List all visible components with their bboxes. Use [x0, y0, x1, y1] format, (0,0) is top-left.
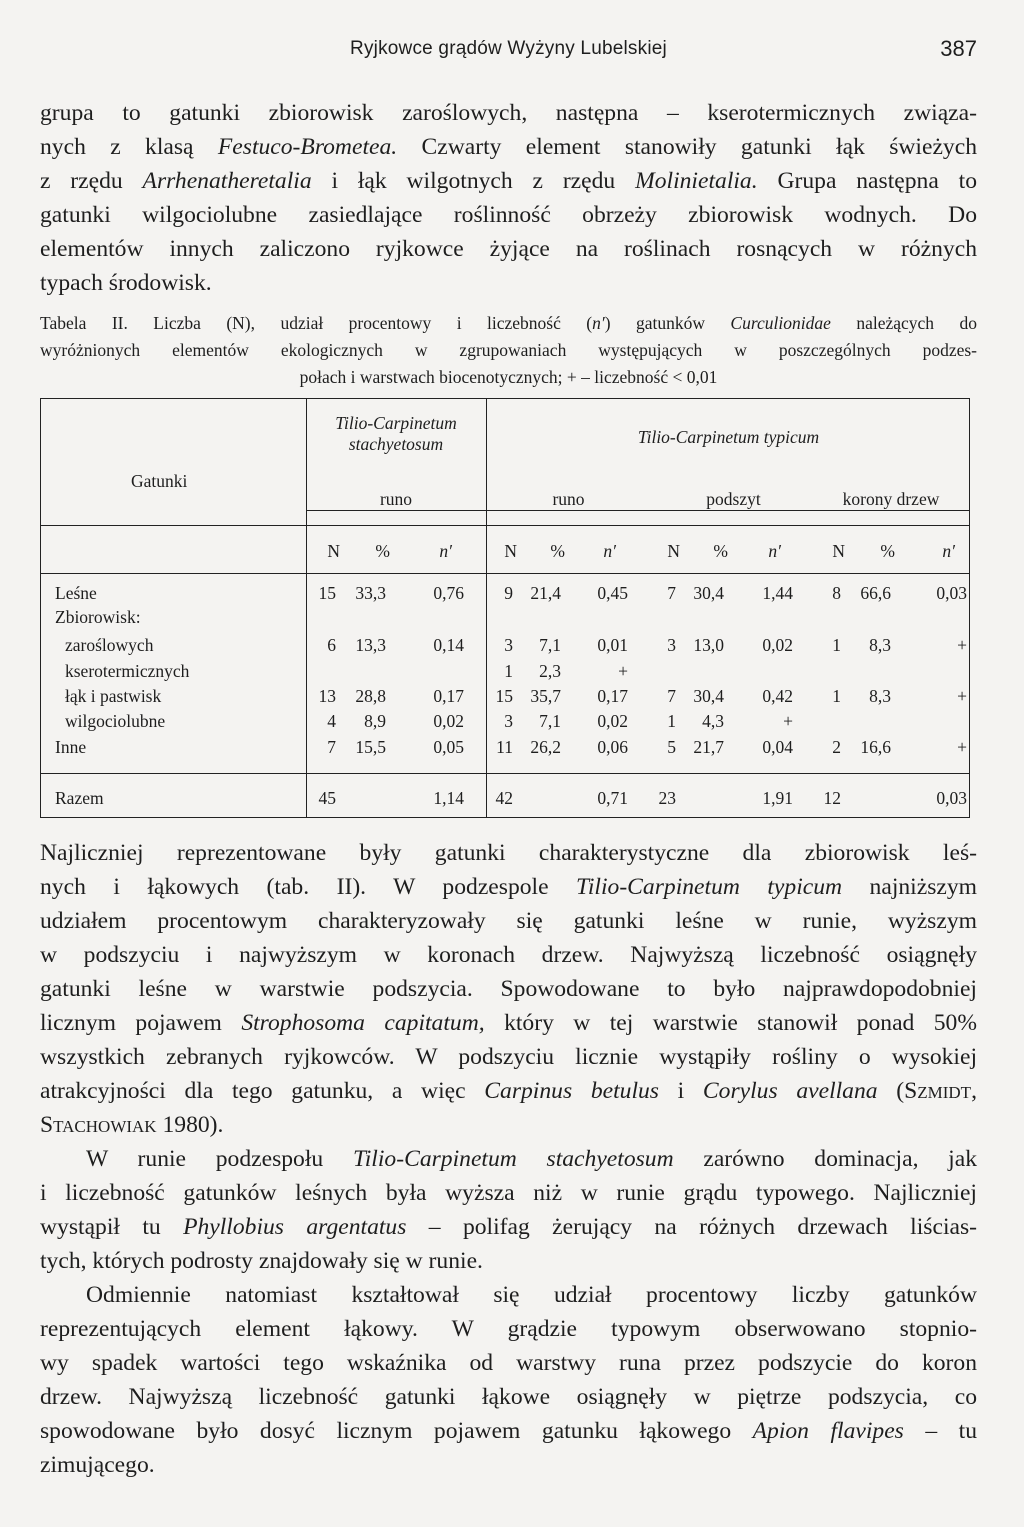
table-cell: +	[957, 686, 967, 706]
text-line: zimującego.	[40, 1452, 155, 1478]
row-label: Zbiorowisk:	[55, 607, 141, 627]
table-cell: 11	[496, 737, 513, 757]
table-cell: +	[957, 635, 967, 655]
total-cell: 45	[318, 788, 336, 808]
text-line: spowodowane było dosyć licznym pojawem gatunku łąkowego Apion flavipes – tu	[40, 1418, 977, 1444]
table-cell: +	[957, 737, 967, 757]
text-line: nych i łąkowych (tab. II). W podzespole Tilio-Carpinetum typicum najniższym	[40, 874, 977, 900]
table-cell: 1,44	[762, 583, 793, 603]
col-header-species: Gatunki	[131, 471, 188, 491]
sub-column-header: n′	[603, 541, 616, 561]
table-cell: 30,4	[693, 583, 724, 603]
text-line: nych z klasą Festuco-Brometea. Czwarty element stanowiły gatunki łąk świeżych	[40, 134, 978, 160]
paragraph-1	[40, 96, 977, 300]
table-cell: 1	[832, 635, 841, 655]
table-cell: 3	[504, 635, 513, 655]
paragraph-3	[40, 1142, 977, 1278]
table-cell: 3	[667, 635, 676, 655]
sub-column-header: N	[504, 541, 517, 561]
running-title: Ryjkowce grądów Wyżyny Lubelskiej	[350, 38, 667, 59]
table-cell: 2,3	[539, 661, 561, 681]
table-cell: 1	[504, 661, 513, 681]
table-cell: 0,14	[433, 635, 464, 655]
total-cell: 0,71	[597, 788, 628, 808]
total-cell: 0,03	[936, 788, 967, 808]
page-number: 387	[940, 36, 977, 61]
caption-line: połach i warstwach biocenotycznych; + – liczebność < 0,01	[299, 367, 718, 387]
table-cell: 4	[327, 711, 336, 731]
text-line: W runie podzespołu Tilio-Carpinetum stachyetosum zarówno dominacja, jak	[86, 1146, 978, 1172]
table-cell: 21,4	[530, 583, 561, 603]
table-cell: 8,3	[869, 686, 891, 706]
paragraph-4	[40, 1278, 977, 1482]
table-rule	[41, 573, 969, 574]
table-cell: 0,01	[597, 635, 628, 655]
table-cell: 7,1	[539, 635, 561, 655]
table-cell: 7,1	[539, 711, 561, 731]
table-cell: 0,17	[597, 686, 628, 706]
row-label: łąk i pastwisk	[65, 686, 162, 706]
sub-column-header: n′	[439, 541, 452, 561]
table-cell: 9	[504, 583, 513, 603]
table-caption	[40, 310, 977, 391]
table-cell: 30,4	[693, 686, 724, 706]
table-cell: 15,5	[355, 737, 386, 757]
table-cell: 16,6	[860, 737, 891, 757]
table-cell: +	[618, 661, 628, 681]
text-line: typach środowisk.	[40, 270, 212, 296]
table-cell: 13,0	[693, 635, 724, 655]
table-cell: 6	[327, 635, 336, 655]
caption-line: Tabela II. Liczba (N), udział procentowy i liczebność (n′) gatunków Curculionidae należących do	[40, 313, 977, 333]
table-cell: 15	[318, 583, 336, 603]
table-cell: 0,02	[597, 711, 628, 731]
text-line: licznym pojawem Strophosoma capitatum, który w tej warstwie stanowił ponad 50%	[40, 1010, 977, 1036]
sub-column-header: %	[550, 541, 565, 561]
caption-line: wyróżnionych elementów ekologicznych w zgrupowaniach występujących w poszczególnych podzes-	[40, 340, 977, 360]
table-cell: 0,02	[762, 635, 793, 655]
text-line: wystąpił tu Phyllobius argentatus – polifag żerujący na różnych drzewach liścias-	[40, 1214, 978, 1240]
table-cell: 0,04	[762, 737, 793, 757]
sub-column-header: N	[667, 541, 680, 561]
sub-column-header: %	[880, 541, 895, 561]
assoc-header-2: Tilio-Carpinetum typicum	[637, 427, 820, 447]
table-cell: 0,45	[597, 583, 628, 603]
table-cell: 3	[504, 711, 513, 731]
text-line: Odmiennie natomiast kształtował się udział procentowy liczby gatunków	[86, 1282, 977, 1308]
text-line: drzew. Najwyższą liczebność gatunki łąkowe osiągnęły w piętrze podszycia, co	[40, 1384, 977, 1410]
total-cell: 1,14	[433, 788, 464, 808]
row-label: zaroślowych	[65, 635, 154, 655]
table-rule	[41, 773, 969, 774]
text-line: Stachowiak 1980).	[40, 1112, 224, 1138]
sub-column-header: N	[327, 541, 340, 561]
text-line: atrakcyjności dla tego gatunku, a więc Carpinus betulus i Corylus avellana (Szmidt,	[40, 1078, 977, 1104]
text-line: wszystkich zebranych ryjkowców. W podszyciu licznie wystąpiły rośliny o wysokiej	[40, 1044, 977, 1070]
total-cell: 23	[658, 788, 676, 808]
table-rule	[41, 525, 969, 526]
text-line: z rzędu Arrhenatheretalia i łąk wilgotnych z rzędu Molinietalia. Grupa następna to	[40, 168, 977, 194]
sub-column-header: %	[375, 541, 390, 561]
table-cell: 13	[318, 686, 336, 706]
data-table	[40, 398, 970, 818]
text-line: gatunki wilgociolubne zasiedlające roślinność obrzeży zbiorowisk wodnych. Do	[40, 202, 977, 228]
text-line: elementów innych zaliczono ryjkowce żyjące na roślinach rosnących w różnych	[40, 236, 977, 262]
table-cell: +	[783, 711, 793, 731]
row-label: Inne	[55, 737, 87, 757]
total-cell: 12	[823, 788, 841, 808]
sub-column-header: n′	[942, 541, 955, 561]
text-line: gatunki leśne w warstwie podszycia. Spowodowane to było najprawdopodobniej	[40, 976, 977, 1002]
layer-header: runo	[552, 489, 585, 509]
row-label: kserotermicznych	[65, 661, 190, 681]
table-cell: 35,7	[530, 686, 561, 706]
table-cell: 8,3	[869, 635, 891, 655]
layer-header: podszyt	[706, 489, 761, 509]
table-cell: 1	[667, 711, 676, 731]
table-cell: 5	[667, 737, 676, 757]
text-line: wy spadek wartości tego wskaźnika od warstwy runa przez podszycie do koron	[40, 1350, 977, 1376]
table-cell: 0,02	[433, 711, 464, 731]
text-line: Najliczniej reprezentowane były gatunki charakterystyczne dla zbiorowisk leś-	[40, 840, 977, 866]
sub-column-header: n′	[768, 541, 781, 561]
total-cell: 1,91	[762, 788, 793, 808]
text-line: udziałem procentowym charakteryzowały się gatunki leśne w runie, wyższym	[40, 908, 977, 934]
text-line: w podszyciu i najwyższym w koronach drzew. Najwyższą liczebność osiągnęły	[40, 942, 977, 968]
text-line: reprezentujących element łąkowy. W grądzie typowym obserwowano stopnio-	[40, 1316, 977, 1342]
table-cell: 66,6	[860, 583, 891, 603]
layer-header: korony drzew	[842, 489, 940, 509]
table-cell: 8	[832, 583, 841, 603]
layer-header: runo	[379, 489, 413, 509]
table-cell: 26,2	[530, 737, 561, 757]
page-header	[40, 38, 977, 68]
table-cell: 4,3	[702, 711, 724, 731]
table-cell: 33,3	[355, 583, 386, 603]
table-cell: 7	[667, 583, 676, 603]
table-cell: 21,7	[693, 737, 724, 757]
table-cell: 13,3	[355, 635, 386, 655]
table-cell: 0,76	[433, 583, 464, 603]
text-line: grupa to gatunki zbiorowisk zaroślowych, następna – kserotermicznych związa-	[40, 100, 977, 126]
sub-column-header: N	[832, 541, 845, 561]
assoc-header-1: Tilio-Carpinetum stachyetosum	[335, 413, 457, 454]
paragraph-2	[40, 836, 977, 1142]
table-cell: 0,42	[762, 686, 793, 706]
table-rule	[306, 510, 969, 511]
table-cell: 15	[495, 686, 513, 706]
sub-column-header: %	[713, 541, 728, 561]
row-label: Leśne	[55, 583, 97, 603]
total-row-label: Razem	[55, 788, 104, 808]
table-cell: 28,8	[355, 686, 386, 706]
row-label: wilgociolubne	[65, 711, 166, 731]
table-cell: 1	[832, 686, 841, 706]
table-cell: 7	[667, 686, 676, 706]
table-cell: 2	[832, 737, 841, 757]
text-line: tych, których podrosty znajdowały się w runie.	[40, 1248, 483, 1274]
table-cell: 0,05	[433, 737, 464, 757]
table-cell: 7	[327, 737, 336, 757]
table-cell: 0,17	[433, 686, 464, 706]
text-line: i liczebność gatunków leśnych była wyższa niż w runie grądu typowego. Najliczniej	[40, 1180, 977, 1206]
table-cell: 0,06	[597, 737, 628, 757]
total-cell: 42	[495, 788, 513, 808]
table-cell: 8,9	[364, 711, 386, 731]
table-cell: 0,03	[936, 583, 967, 603]
